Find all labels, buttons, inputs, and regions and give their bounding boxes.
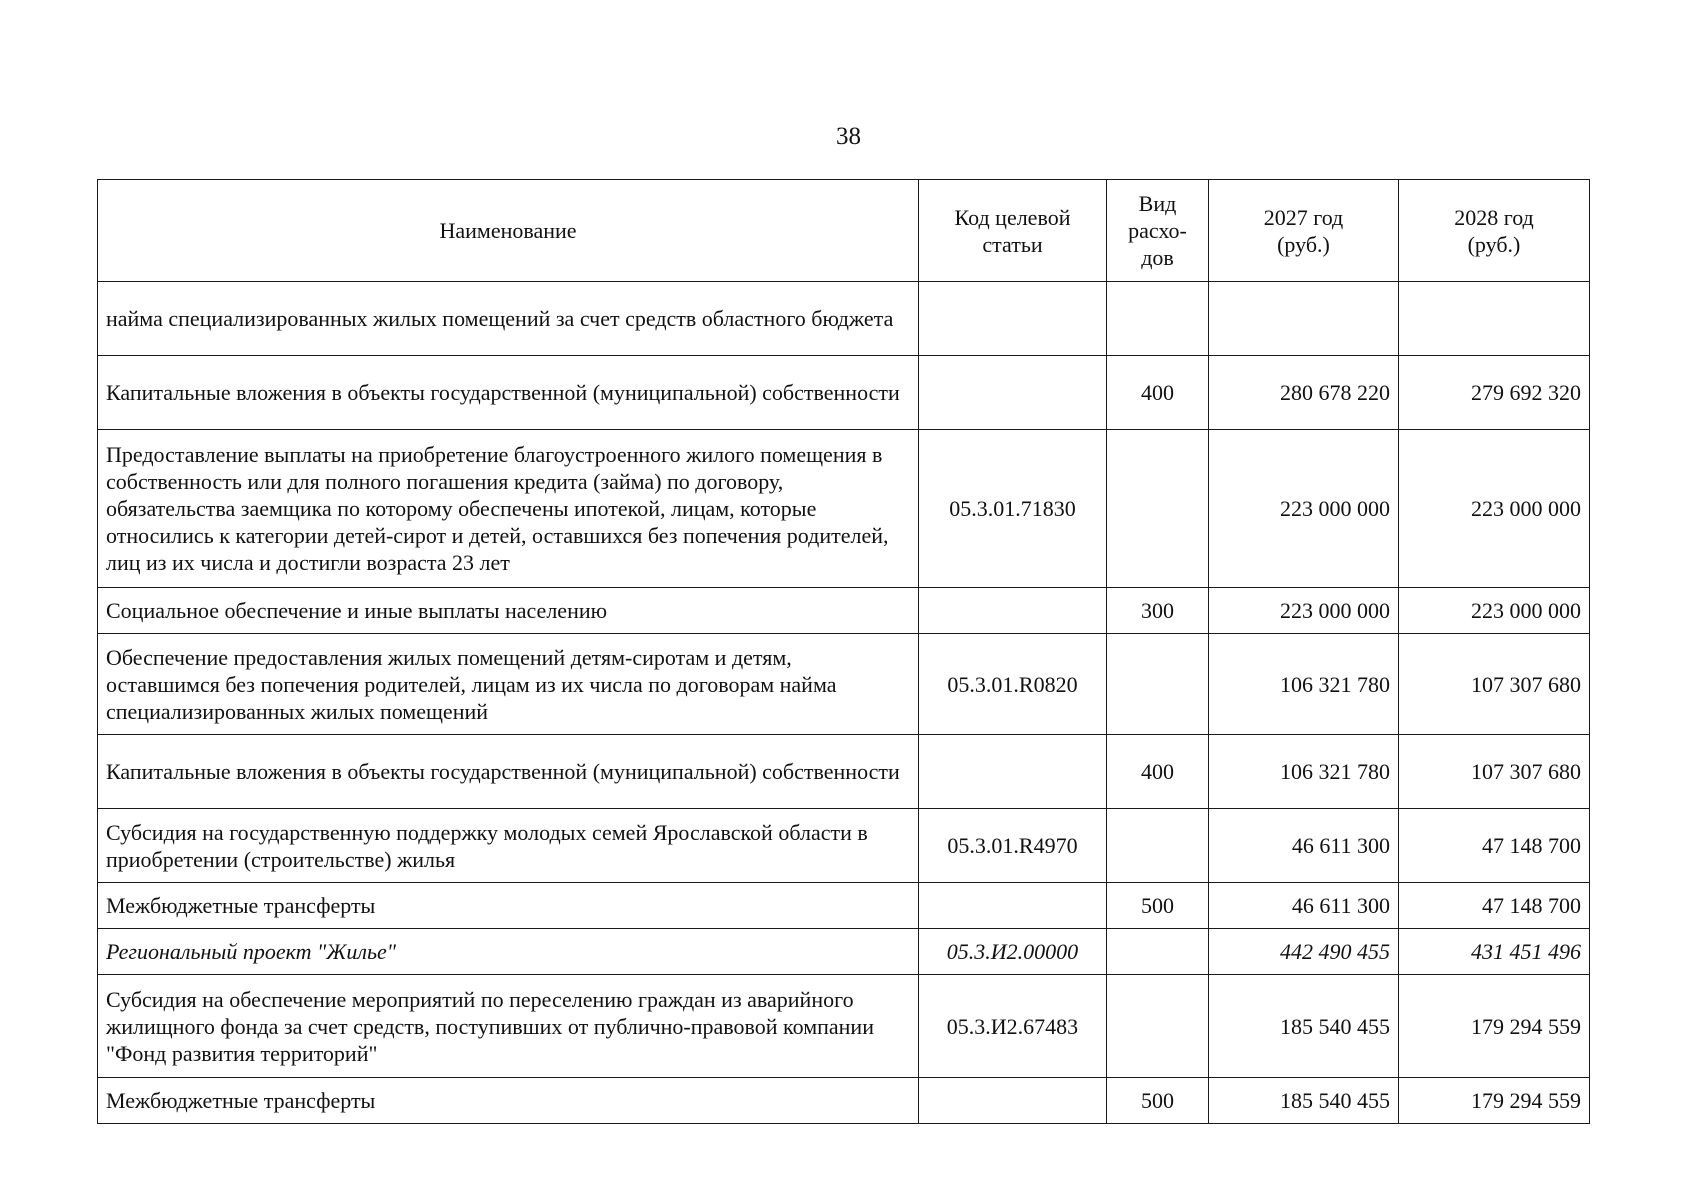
table-header-row	[98, 180, 1590, 282]
row-2028: 47 148 700	[1399, 809, 1590, 883]
row-code	[919, 735, 1107, 809]
row-2028: 279 692 320	[1399, 356, 1590, 430]
row-name: Обеспечение предоставления жилых помещений детям-сиротам и детям, оставшимся без попечения родителей, лицам из их числа по договорам найма специализированных жилых помещений	[98, 634, 919, 735]
table-row	[98, 588, 1590, 634]
row-2028: 107 307 680	[1399, 634, 1590, 735]
row-2028: 47 148 700	[1399, 883, 1590, 929]
row-kind: 500	[1107, 883, 1209, 929]
header-2027: 2027 год (руб.)	[1209, 180, 1399, 282]
row-2028: 179 294 559	[1399, 975, 1590, 1078]
table-row	[98, 634, 1590, 735]
table-row	[98, 809, 1590, 883]
row-2028: 223 000 000	[1399, 430, 1590, 588]
row-2027: 223 000 000	[1209, 588, 1399, 634]
row-2027: 185 540 455	[1209, 1078, 1399, 1124]
row-code	[919, 883, 1107, 929]
row-kind	[1107, 929, 1209, 975]
row-kind	[1107, 634, 1209, 735]
table-row	[98, 975, 1590, 1078]
row-2027: 223 000 000	[1209, 430, 1399, 588]
row-name: Межбюджетные трансферты	[98, 883, 919, 929]
row-name: Межбюджетные трансферты	[98, 1078, 919, 1124]
row-code	[919, 356, 1107, 430]
table-row	[98, 430, 1590, 588]
row-2027: 46 611 300	[1209, 809, 1399, 883]
row-2028: 179 294 559	[1399, 1078, 1590, 1124]
row-kind: 500	[1107, 1078, 1209, 1124]
table-row	[98, 735, 1590, 809]
row-name: Предоставление выплаты на приобретение благоустроенного жилого помещения в собственность или для полного погашения кредита (займа) по договору, обязательства заемщика по которому обеспечены ипотекой, лицам, которые относились к категории детей-сирот и детей, оставшихся без попечения родителей, лиц из их числа и достигли возраста 23 лет	[98, 430, 919, 588]
row-2027: 280 678 220	[1209, 356, 1399, 430]
row-name: Социальное обеспечение и иные выплаты населению	[98, 588, 919, 634]
header-kind: Вид расхо-дов	[1107, 180, 1209, 282]
table-row	[98, 282, 1590, 356]
row-2028	[1399, 282, 1590, 356]
row-kind: 400	[1107, 735, 1209, 809]
row-2027: 106 321 780	[1209, 634, 1399, 735]
row-name: Капитальные вложения в объекты государственной (муниципальной) собственности	[98, 356, 919, 430]
row-code: 05.3.И2.67483	[919, 975, 1107, 1078]
table-row	[98, 929, 1590, 975]
row-2027: 106 321 780	[1209, 735, 1399, 809]
row-name: Региональный проект "Жилье"	[98, 929, 919, 975]
row-code: 05.3.01.R4970	[919, 809, 1107, 883]
row-2028: 223 000 000	[1399, 588, 1590, 634]
page-number: 38	[836, 123, 861, 150]
row-code	[919, 588, 1107, 634]
row-code: 05.3.И2.00000	[919, 929, 1107, 975]
row-code	[919, 282, 1107, 356]
row-2027: 442 490 455	[1209, 929, 1399, 975]
row-kind	[1107, 809, 1209, 883]
row-code	[919, 1078, 1107, 1124]
row-code: 05.3.01.71830	[919, 430, 1107, 588]
row-2028: 431 451 496	[1399, 929, 1590, 975]
header-2028: 2028 год (руб.)	[1399, 180, 1590, 282]
header-name: Наименование	[98, 180, 919, 282]
table-row	[98, 883, 1590, 929]
row-kind: 300	[1107, 588, 1209, 634]
table-row	[98, 356, 1590, 430]
table-row	[98, 1078, 1590, 1124]
row-kind	[1107, 282, 1209, 356]
row-2027: 46 611 300	[1209, 883, 1399, 929]
row-kind: 400	[1107, 356, 1209, 430]
row-2027: 185 540 455	[1209, 975, 1399, 1078]
budget-table	[97, 179, 1590, 1124]
row-name: Капитальные вложения в объекты государственной (муниципальной) собственности	[98, 735, 919, 809]
row-kind	[1107, 430, 1209, 588]
row-2028: 107 307 680	[1399, 735, 1590, 809]
header-code: Код целевой статьи	[919, 180, 1107, 282]
row-name: Субсидия на обеспечение мероприятий по переселению граждан из аварийного жилищного фонда за счет средств, поступивших от публично-правовой компании "Фонд развития территорий"	[98, 975, 919, 1078]
row-2027	[1209, 282, 1399, 356]
row-kind	[1107, 975, 1209, 1078]
row-code: 05.3.01.R0820	[919, 634, 1107, 735]
row-name: Субсидия на государственную поддержку молодых семей Ярославской области в приобретении (строительстве) жилья	[98, 809, 919, 883]
row-name: найма специализированных жилых помещений за счет средств областного бюджета	[98, 282, 919, 356]
